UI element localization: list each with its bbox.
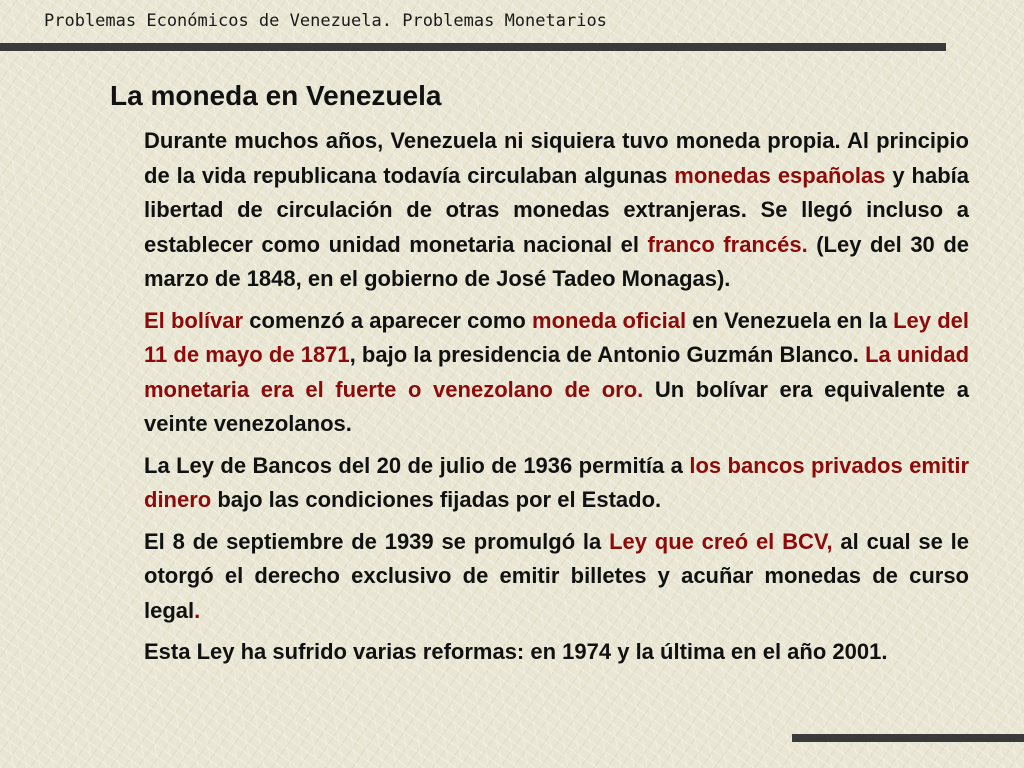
highlighted-text: Ley del 11 de mayo de 1871 [144,307,969,367]
highlighted-text: . [194,597,201,623]
highlighted-text: moneda oficial [532,307,687,333]
text-segment: al cual se le otorgó el derecho exclusivo de emitir billetes y acuñar monedas de curso legal [144,528,969,623]
highlighted-text: La unidad monetaria era el fuerte o venezolano de oro. [144,342,970,402]
text-segment: Durante muchos años, Venezuela ni siquiera tuvo moneda propia. Al principio de la vida republicana todavía circulaban algunas [144,128,969,188]
text-segment: Un bolívar era equivalente a veinte venezolanos. [144,376,969,436]
slide-title: La moneda en Venezuela [110,80,442,111]
paragraph-2 [144,304,969,442]
text-segment: El 8 de septiembre de 1939 se promulgó la [144,528,610,554]
text-segment: comenzó a aparecer como [243,307,533,333]
paragraph-5 [144,635,969,670]
text-segment: (Ley del 30 de marzo de 1848, en el gobierno de José Tadeo Monagas). [144,231,969,291]
slide-body [144,124,969,677]
top-divider [0,43,946,51]
text-segment: La Ley de Bancos del 20 de julio de 1936 permitía a [144,452,690,478]
highlighted-text: monedas españolas [674,162,886,188]
paragraph-1 [144,124,969,297]
highlighted-text: franco francés. [647,231,808,257]
highlighted-text: Ley que creó el BCV, [609,528,833,554]
text-segment: Esta Ley ha sufrido varias reformas: en 1974 y la última en el año 2001. [144,639,888,664]
bottom-divider [792,734,1024,742]
text-segment: , bajo la presidencia de Antonio Guzmán Blanco. [349,342,866,367]
slide-header: Problemas Económicos de Venezuela. Problemas Monetarios [44,11,607,31]
highlighted-text: los bancos privados emitir dinero [144,452,970,512]
paragraph-4 [144,525,969,629]
text-segment: bajo las condiciones fijadas por el Estado. [211,487,662,512]
text-segment: en Venezuela en la [686,307,894,333]
text-segment: y había libertad de circulación de otras monedas extranjeras. Se llegó incluso a establecer como unidad monetaria nacional el [144,162,969,257]
highlighted-text: El bolívar [144,307,244,333]
paragraph-3 [144,449,969,518]
